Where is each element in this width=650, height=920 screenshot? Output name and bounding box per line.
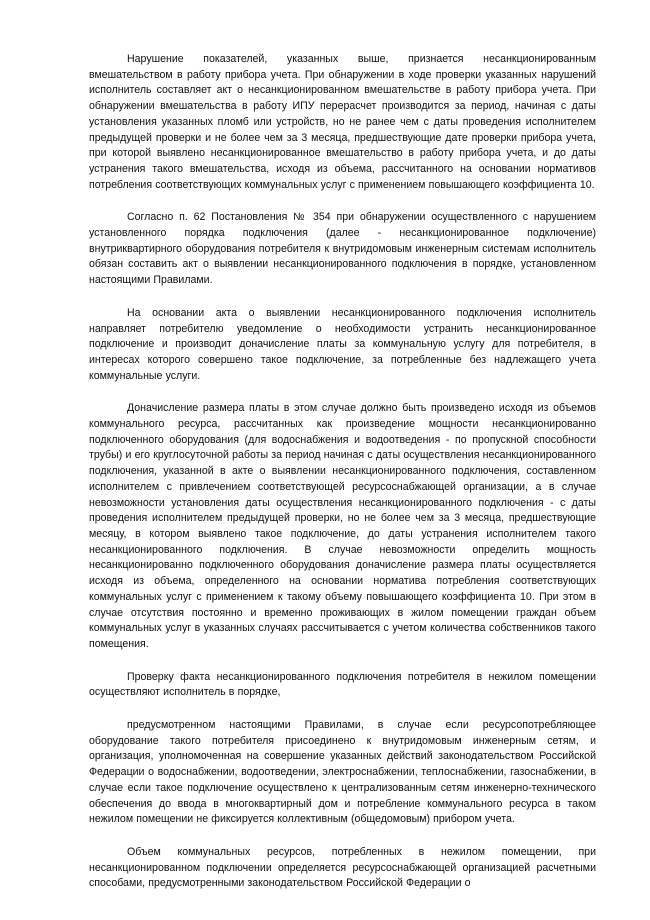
paragraph-unauthorized-connection-act: Согласно п. 62 Постановления № 354 при обнаружении осуществленного с нарушением установленного порядка подключения (далее - несанкционированное подключение) внутриквартирного оборудования потребителя к внутридомовым инженерным системам исполнитель обязан составить акт о выявлении несанкционированного подключения в порядке, установленном настоящими Правилами. bbox=[89, 211, 596, 287]
paragraph-surcharge-calculation: Доначисление размера платы в этом случае должно быть произведено исходя из объемов коммунального ресурса, рассчитанных как произведение мощности несанкционированно подключенного оборудования (для водоснабжения и водоотведения - по пропускной способности трубы) и его круглосуточной работы за период начиная с даты осуществления несанкционированного подключения, указанной в акте о выявлении несанкционированного подключения, составленном исполнителем с привлечением соответствующей ресурсоснабжающей организации, а в случае невозможности установления даты осуществления несанкционированного подключения - с даты проведения исполнителем предыдущей проверки, но не более чем за 3 месяца, предшествующие месяцу, в котором выявлено такое подключение, до даты устранения исполнителем такого несанкционированного подключения. В случае невозможности определить мощность несанкционированно подключенного оборудования доначисление размера платы осуществляется исходя из объема, определенного на основании норматива потребления соответствующих коммунальных услуг с применением к такому объему повышающего коэффициента 10. При этом в случае отсутствия постоянно и временно проживающих в жилом помещении граждан объем коммунальных услуг в указанных случаях рассчитывается с учетом количества собственников такого помещения. bbox=[89, 402, 596, 650]
paragraph-nonresidential-check: Проверку факта несанкционированного подключения потребителя в нежилом помещении осуществляют исполнитель в порядке, bbox=[89, 670, 596, 699]
paragraph-provided-by-rules: предусмотренном настоящими Правилами, в случае если ресурсопотребляющее оборудование такого потребителя присоединено к внутридомовым инженерным сетям, и организация, уполномоченная на совершение указанных действий законодательством Российской Федерации о водоснабжении, водоотведении, электроснабжении, теплоснабжении, газоснабжении, в случае если такое подключение осуществлено к централизованным сетям инженерно-технического обеспечения до ввода в многоквартирный дом и потребление коммунального ресурса в таком нежилом помещении не фиксируется коллективным (общедомовым) прибором учета. bbox=[89, 719, 596, 826]
paragraph-resource-volume: Объем коммунальных ресурсов, потребленных в нежилом помещении, при несанкционированном подключении определяется ресурсоснабжающей организацией расчетными способами, предусмотренными законодательством Российской Федерации о bbox=[89, 845, 596, 890]
paragraph-tampering-meter: Нарушение показателей, указанных выше, признается несанкционированным вмешательством в работу прибора учета. При обнаружении в ходе проверки указанных нарушений исполнитель составляет акт о несанкционированном вмешательстве в работу прибора учета. При обнаружении вмешательства в работу ИПУ перерасчет производится за период, начиная с даты установления указанных пломб или устройств, но не ранее чем с даты проведения исполнителем предыдущей проверки и не более чем за 3 месяца, предшествующие дате проверки прибора учета, при которой выявлено несанкционированное вмешательство в работу прибора учета, и до даты устранения такого вмешательства, исходя из объема, рассчитанного на основании нормативов потребления соответствующих коммунальных услуг с применением повышающего коэффициента 10. bbox=[89, 53, 596, 191]
paragraph-notification-surcharge: На основании акта о выявлении несанкционированного подключения исполнитель направляет потребителю уведомление о необходимости устранить несанкционированное подключение и производит доначисление платы за коммунальную услугу для потребителя, в интересах которого совершено такое подключение, за потребленные без надлежащего учета коммунальные услуги. bbox=[89, 306, 596, 382]
